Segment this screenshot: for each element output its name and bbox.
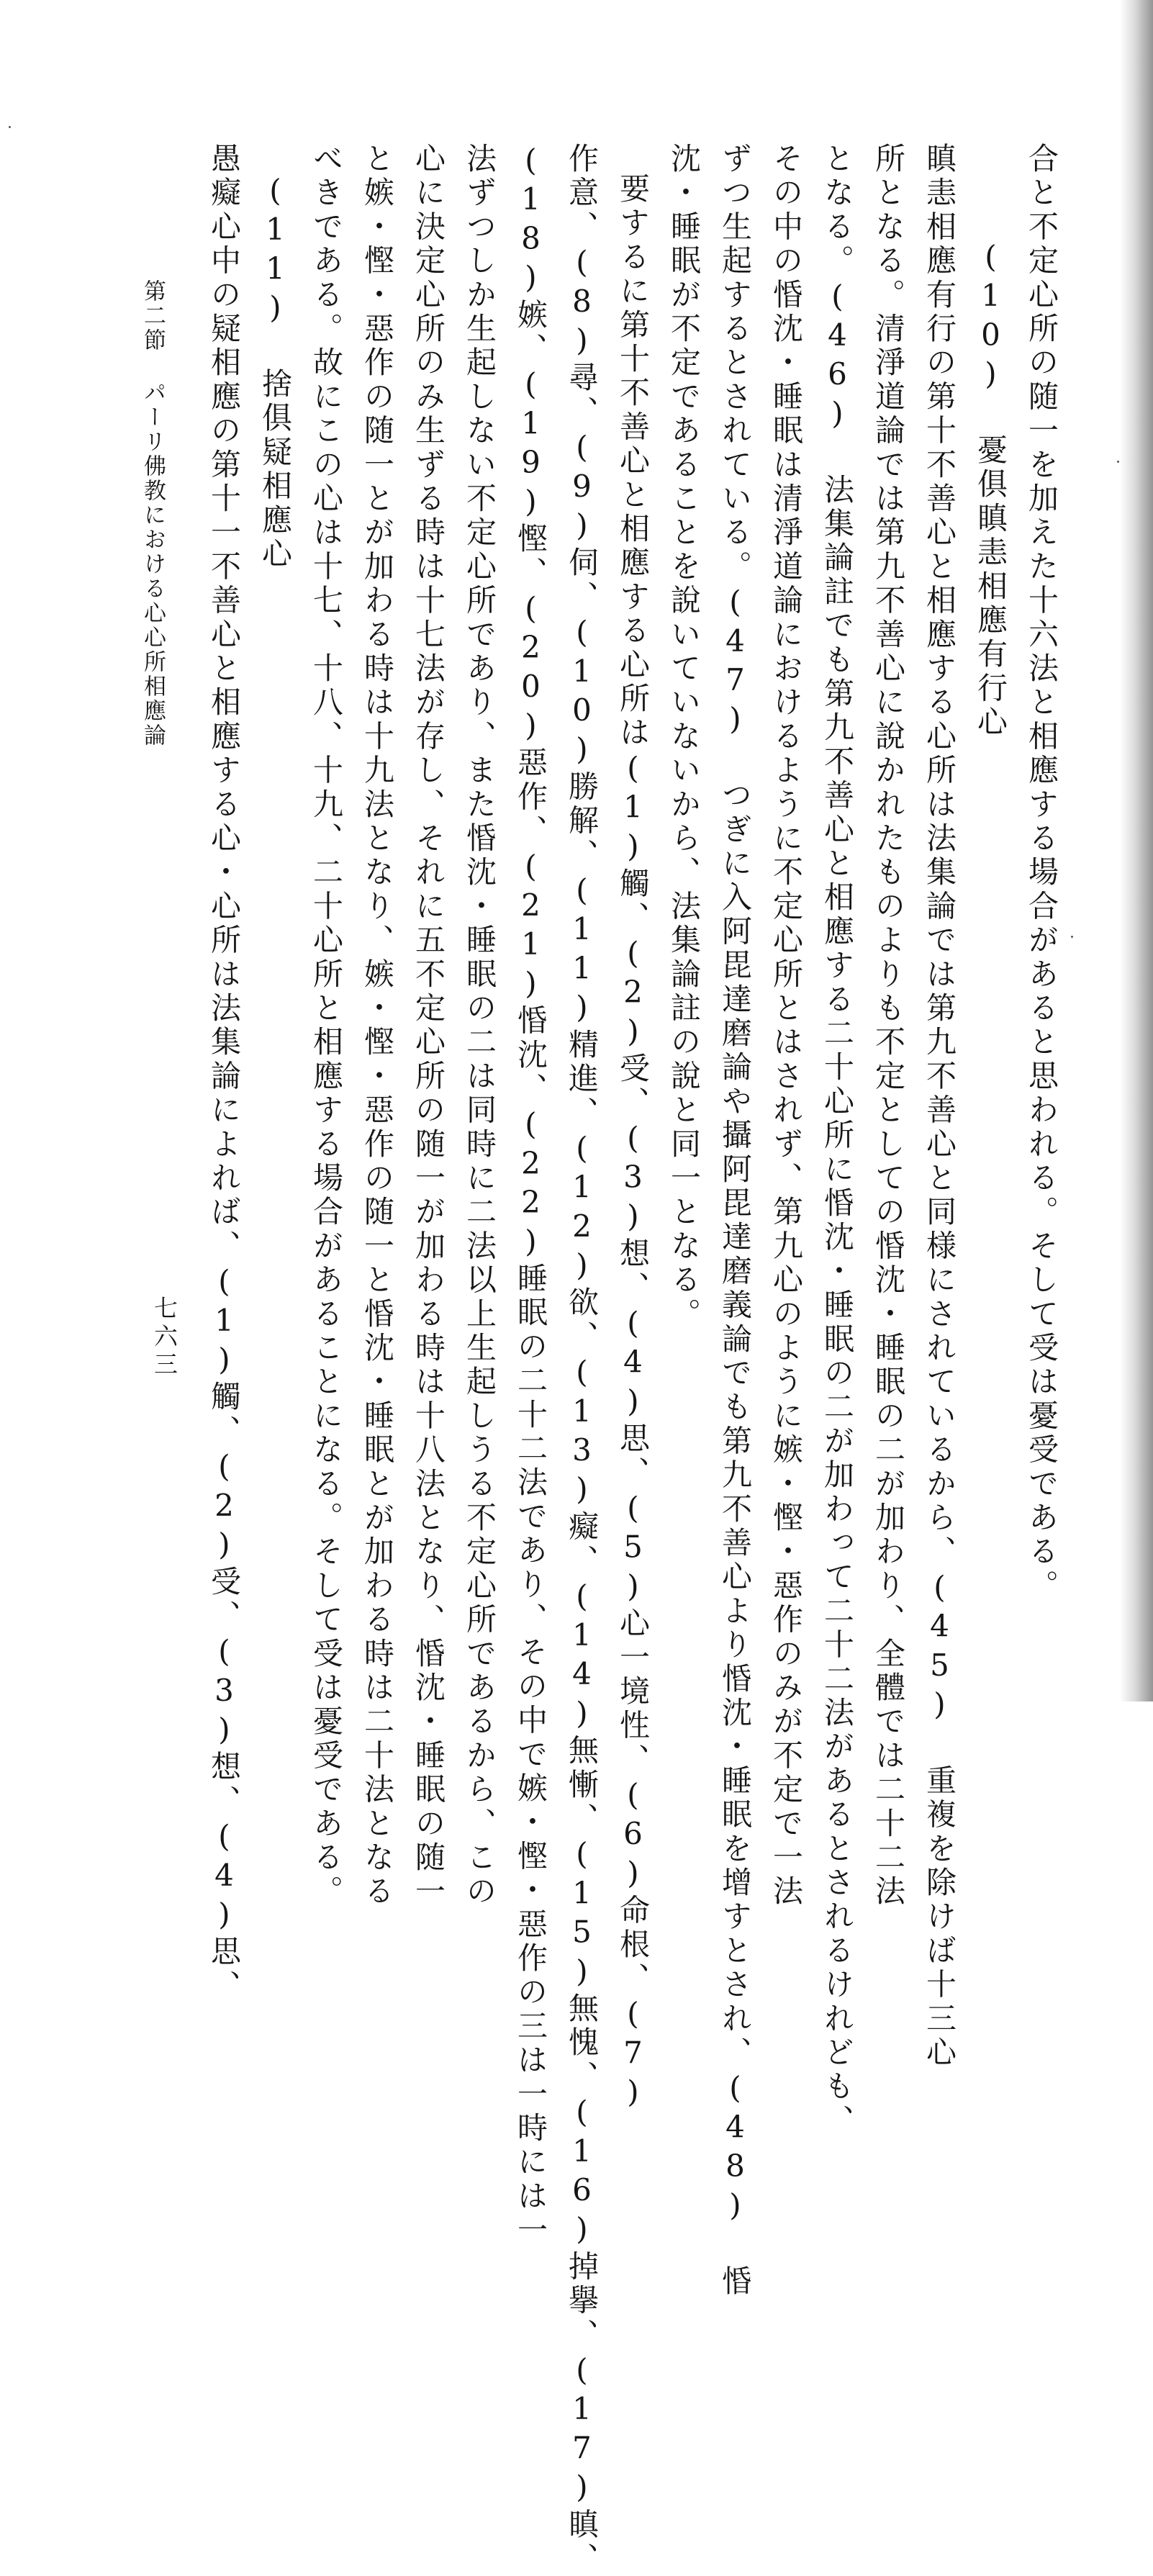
text-column: (18)嫉、(19)慳、(20)惡作、(21)惛沈、(22)睡眠の二十二法であり、その中で嫉・慳・惡作の三は一時には一 bbox=[513, 143, 548, 2248]
scan-speck bbox=[9, 126, 11, 128]
text-column: 沈・睡眠が不定であることを說いていないから、法集論註の說と同一となる。 bbox=[666, 143, 702, 1332]
section-heading: (10) 憂俱瞋恚相應有行心 bbox=[973, 239, 1008, 740]
text-column: その中の惛沈・睡眠は清淨道論におけるように不定心所とはされず、第九心のように嫉・慳・惡作のみが不定で一法 bbox=[769, 143, 804, 1910]
text-column: と嫉・慳・惡作の随一とが加わる時は十九法となり、嫉・慳・惡作の随一と惛沈・睡眠とが加わる時は二十法となる bbox=[360, 143, 395, 1910]
text-column: べきである。故にこの心は十七、十八、十九、二十心所と相應する場合があることになる。そして受は憂受である。 bbox=[309, 143, 344, 1910]
text-column: 心に決定心所のみ生ずる時は十七法が存し、それに五不定心所の随一が加わる時は十八法となり、惛沈・睡眠の随一 bbox=[411, 143, 446, 1910]
text-column: 瞋恚相應有行の第十不善心と相應する心所は法集論では第九不善心と同様にされているから、(45) 重複を除けば十三心 bbox=[922, 143, 957, 2071]
text-column: 作意、(8)尋、(9)伺、(10)勝解、(11)精進、(12)欲、(13)癡、(14)無慚、(15)無愧、(16)掉擧、(17)瞋、 bbox=[564, 143, 600, 2576]
scan-speck bbox=[1071, 936, 1073, 938]
scan-speck bbox=[1117, 461, 1119, 463]
page-number: 七六三 bbox=[150, 1296, 178, 1380]
text-column: 法ずつしか生起しない不定心所であり、また惛沈・睡眠の二は同時に二法以上生起しうる不定心所であるから、この bbox=[462, 143, 497, 1910]
text-column: 合と不定心所の随一を加えた十六法と相應する場合があると思われる。そして受は憂受である。 bbox=[1024, 143, 1059, 1604]
text-column: 要するに第十不善心と相應する心所は(1)觸、(2)受、(3)想、(4)思、(5)心一境性、(6)命根、(7) bbox=[615, 173, 651, 2113]
running-head: 第二節 パーリ佛教における心心所相應論 bbox=[140, 279, 166, 748]
text-column: 愚癡心中の疑相應の第十一不善心と相應する心・心所は法集論によれば、(1)觸、(2)受、(3)想、(4)思、 bbox=[207, 143, 242, 2004]
text-column: 所となる。清淨道論では第九不善心に說かれたものよりも不定としての惛沈・睡眠の二が加わり、全體では二十二法 bbox=[871, 143, 906, 1910]
section-heading: (11) 捨俱疑相應心 bbox=[258, 173, 293, 572]
text-column: ずつ生起するとされている。(47) つぎに入阿毘達磨論や攝阿毘達磨義論でも第九不善心より惛沈・睡眠を增すとされ、(48) 惛 bbox=[718, 143, 753, 2300]
scan-edge-shadow bbox=[1120, 0, 1153, 1701]
text-column: となる。(46) 法集論註でも第九不善心と相應する二十心所に惛沈・睡眠の二が加わって二十二法があるとされるけれども、 bbox=[820, 143, 855, 2138]
